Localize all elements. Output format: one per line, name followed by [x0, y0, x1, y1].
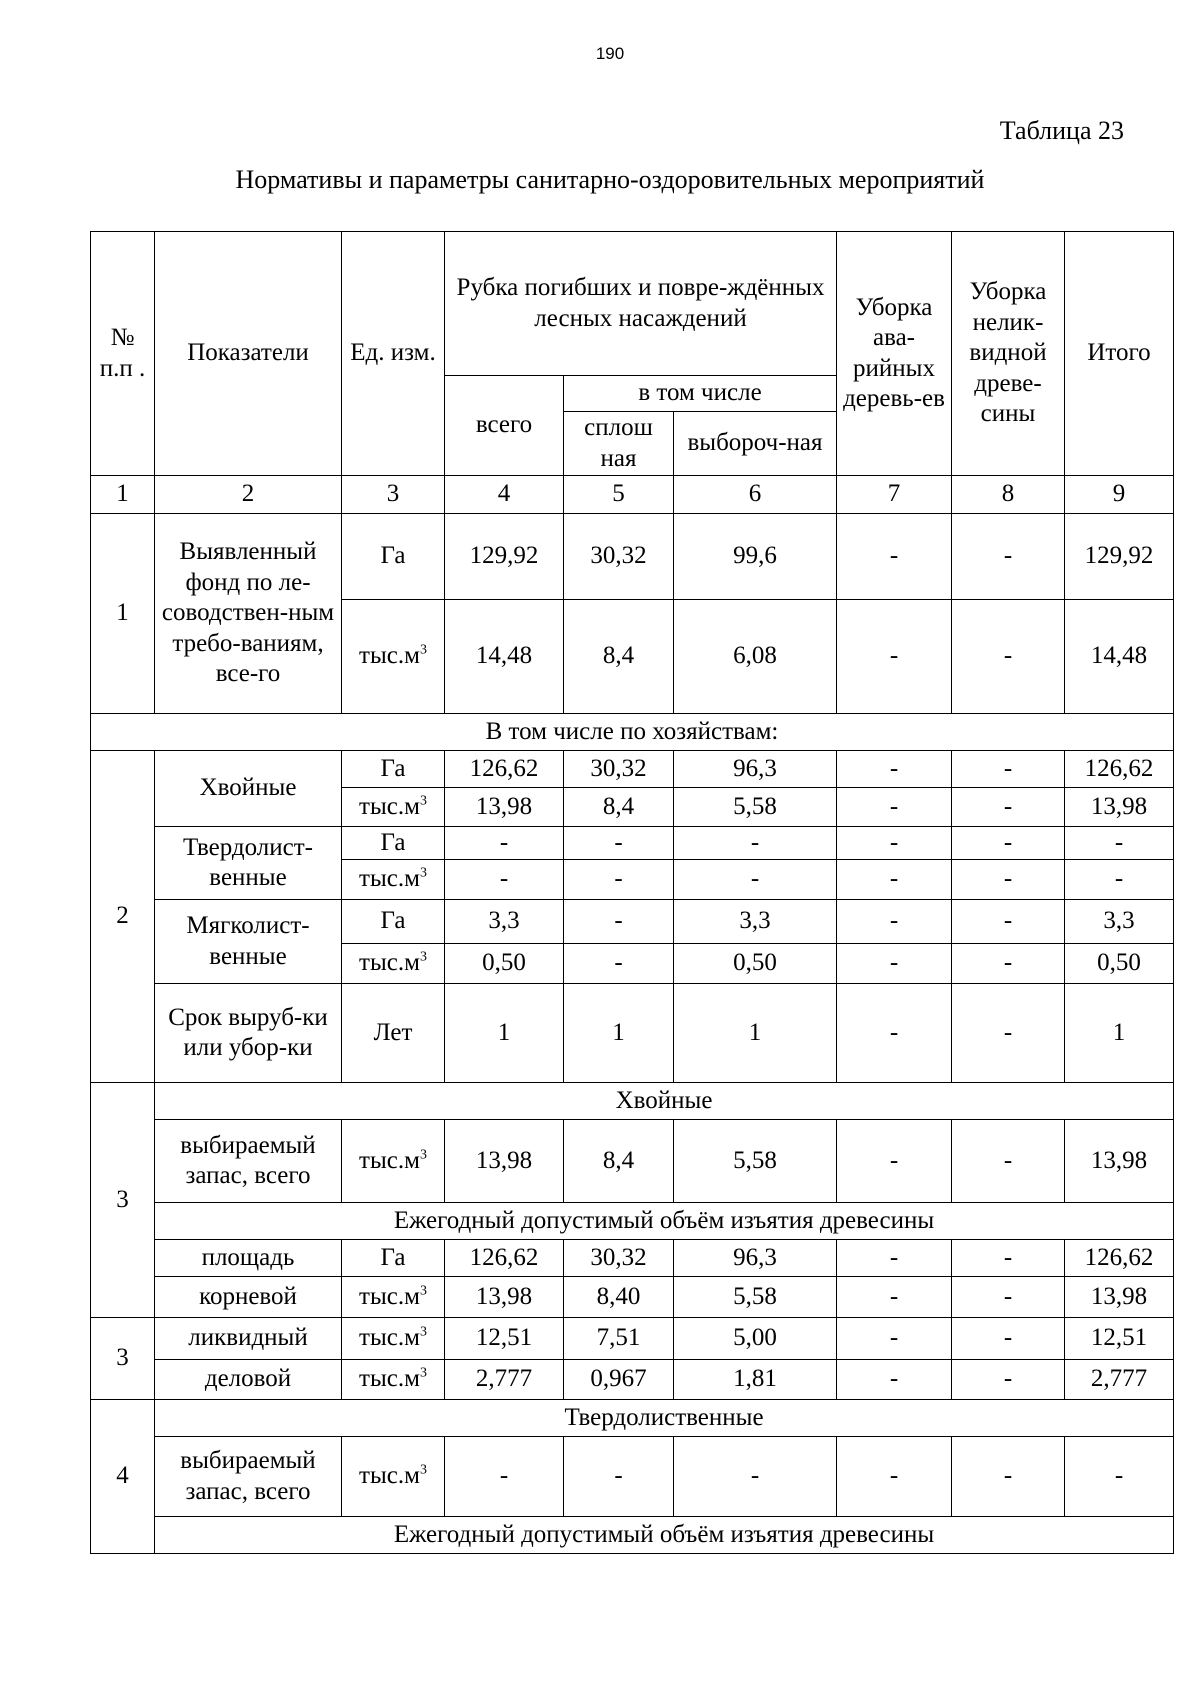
value-cell: - — [564, 860, 674, 900]
value-cell: - — [1065, 860, 1174, 900]
value-cell: 30,32 — [564, 514, 674, 600]
value-cell: - — [837, 827, 952, 860]
value-cell: - — [564, 900, 674, 944]
row-label: Хвойные — [155, 751, 342, 827]
col-number: 8 — [952, 476, 1065, 514]
value-cell: 5,00 — [674, 1318, 837, 1360]
value-cell: - — [952, 788, 1065, 827]
value-cell: 96,3 — [674, 1240, 837, 1277]
value-cell: - — [952, 1277, 1065, 1318]
value-cell: - — [564, 827, 674, 860]
col-number: 4 — [445, 476, 564, 514]
unit-cell: Га — [342, 751, 445, 788]
value-cell: - — [952, 1360, 1065, 1400]
value-cell: - — [837, 984, 952, 1083]
col-number: 7 — [837, 476, 952, 514]
section-row — [91, 714, 1174, 751]
table-row — [91, 1277, 1174, 1318]
value-cell: 14,48 — [1065, 600, 1174, 714]
unit-exponent: 3 — [419, 1462, 427, 1478]
header-indicators: Показатели — [155, 232, 342, 476]
value-cell: - — [952, 944, 1065, 984]
value-cell: - — [952, 1240, 1065, 1277]
value-cell: 12,51 — [1065, 1318, 1174, 1360]
table-row — [91, 984, 1174, 1083]
unit-exponent: 3 — [419, 1365, 427, 1381]
unit-exponent: 3 — [419, 793, 427, 809]
header-clear: сплош ная — [564, 412, 674, 476]
value-cell: - — [837, 944, 952, 984]
value-cell: 1 — [445, 984, 564, 1083]
unit-exponent: 3 — [419, 1324, 427, 1340]
unit-text: тыс.м — [359, 1324, 420, 1352]
value-cell: - — [837, 860, 952, 900]
unit-cell — [342, 1437, 445, 1517]
value-cell: - — [952, 514, 1065, 600]
unit-cell: Га — [342, 900, 445, 944]
row-label: корневой — [155, 1277, 342, 1318]
value-cell: 8,4 — [564, 1120, 674, 1203]
row-number: 1 — [91, 514, 155, 714]
unit-exponent: 3 — [419, 1147, 427, 1163]
value-cell: - — [952, 900, 1065, 944]
page-number: 190 — [595, 44, 625, 63]
table-row — [91, 1120, 1174, 1203]
value-cell: 96,3 — [674, 751, 837, 788]
col-number: 9 — [1065, 476, 1174, 514]
value-cell: 0,50 — [445, 944, 564, 984]
value-cell: 30,32 — [564, 751, 674, 788]
value-cell: - — [1065, 827, 1174, 860]
value-cell: - — [952, 984, 1065, 1083]
header-emergency: Уборка ава-рийных деревь-ев — [837, 232, 952, 476]
row-label: ликвидный — [155, 1318, 342, 1360]
section-conifers: Хвойные — [155, 1083, 1174, 1120]
value-cell: - — [837, 788, 952, 827]
unit-cell: Га — [342, 827, 445, 860]
value-cell: - — [837, 1277, 952, 1318]
value-cell: 8,4 — [564, 788, 674, 827]
table-label: Таблица 23 — [999, 116, 1124, 145]
row-label: Твердолист-венные — [155, 827, 342, 900]
row-number: 3 — [91, 1318, 155, 1400]
value-cell: 99,6 — [674, 514, 837, 600]
value-cell: - — [952, 751, 1065, 788]
col-number: 2 — [155, 476, 342, 514]
header-row-1 — [91, 232, 1174, 376]
unit-text: тыс.м — [359, 642, 420, 670]
unit-cell — [342, 1120, 445, 1203]
header-num: № п.п . — [91, 232, 155, 476]
unit-cell — [342, 860, 445, 900]
unit-cell — [342, 1277, 445, 1318]
row-number: 3 — [91, 1083, 155, 1318]
value-cell: 5,58 — [674, 1120, 837, 1203]
value-cell: 3,3 — [445, 900, 564, 944]
value-cell: - — [445, 860, 564, 900]
col-number: 3 — [342, 476, 445, 514]
unit-text: тыс.м — [359, 949, 420, 977]
unit-text: тыс.м — [359, 865, 420, 893]
unit-cell — [342, 944, 445, 984]
row-label: Мягколист-венные — [155, 900, 342, 984]
value-cell: - — [837, 1360, 952, 1400]
col-number: 6 — [674, 476, 837, 514]
row-label: Выявленный фонд по ле-соводствен-ным требо-ваниям, все-го — [155, 514, 342, 714]
value-cell: 13,98 — [1065, 788, 1174, 827]
row-label: площадь — [155, 1240, 342, 1277]
value-cell: 2,777 — [445, 1360, 564, 1400]
table-row — [91, 827, 1174, 860]
value-cell: 1,81 — [674, 1360, 837, 1400]
unit-text: тыс.м — [359, 1282, 420, 1310]
section-row — [91, 1517, 1174, 1554]
value-cell: 126,62 — [1065, 751, 1174, 788]
unit-text: тыс.м — [359, 1365, 420, 1393]
unit-text: тыс.м — [359, 792, 420, 820]
value-cell: - — [952, 860, 1065, 900]
value-cell: 126,62 — [1065, 1240, 1174, 1277]
table-row — [91, 751, 1174, 788]
column-numbers-row — [91, 476, 1174, 514]
value-cell: - — [952, 1120, 1065, 1203]
value-cell: - — [564, 1437, 674, 1517]
value-cell: - — [674, 1437, 837, 1517]
table-row — [91, 514, 1174, 600]
table-title: Нормативы и параметры санитарно-оздоровительных мероприятий — [235, 165, 985, 194]
value-cell: - — [837, 1318, 952, 1360]
value-cell: 126,62 — [445, 751, 564, 788]
value-cell: 0,50 — [1065, 944, 1174, 984]
unit-cell — [342, 600, 445, 714]
row-number: 4 — [91, 1400, 155, 1554]
value-cell: 1 — [564, 984, 674, 1083]
value-cell: - — [952, 600, 1065, 714]
value-cell: 12,51 — [445, 1318, 564, 1360]
value-cell: - — [674, 827, 837, 860]
unit-exponent: 3 — [419, 642, 427, 658]
header-sum: Итого — [1065, 232, 1174, 476]
row-label: выбираемый запас, всего — [155, 1120, 342, 1203]
value-cell: 0,50 — [674, 944, 837, 984]
section-annual-hardwood: Ежегодный допустимый объём изъятия древесины — [155, 1517, 1174, 1554]
section-row — [91, 1400, 1174, 1437]
value-cell: - — [952, 1437, 1065, 1517]
section-annual: Ежегодный допустимый объём изъятия древесины — [155, 1203, 1174, 1240]
value-cell: - — [837, 514, 952, 600]
header-felling: Рубка погибших и повре-ждённых лесных насаждений — [445, 232, 837, 376]
value-cell: 13,98 — [445, 1277, 564, 1318]
value-cell: - — [837, 751, 952, 788]
value-cell: 126,62 — [445, 1240, 564, 1277]
value-cell: - — [1065, 1437, 1174, 1517]
value-cell: - — [952, 1318, 1065, 1360]
value-cell: 1 — [674, 984, 837, 1083]
value-cell: 14,48 — [445, 600, 564, 714]
value-cell: 7,51 — [564, 1318, 674, 1360]
value-cell: - — [445, 827, 564, 860]
value-cell: 8,40 — [564, 1277, 674, 1318]
value-cell: 2,777 — [1065, 1360, 1174, 1400]
value-cell: 1 — [1065, 984, 1174, 1083]
value-cell: - — [674, 860, 837, 900]
unit-text: тыс.м — [359, 1146, 420, 1174]
col-number: 1 — [91, 476, 155, 514]
unit-cell: Га — [342, 1240, 445, 1277]
value-cell: 13,98 — [1065, 1277, 1174, 1318]
row-label: Срок выруб-ки или убор-ки — [155, 984, 342, 1083]
row-label: деловой — [155, 1360, 342, 1400]
section-row — [91, 1203, 1174, 1240]
header-illiquid: Уборка нелик-видной древе-сины — [952, 232, 1065, 476]
value-cell: 5,58 — [674, 788, 837, 827]
value-cell: 3,3 — [674, 900, 837, 944]
value-cell: - — [564, 944, 674, 984]
value-cell: 129,92 — [445, 514, 564, 600]
table-row — [91, 1360, 1174, 1400]
unit-cell — [342, 788, 445, 827]
value-cell: - — [837, 1120, 952, 1203]
value-cell: 129,92 — [1065, 514, 1174, 600]
value-cell: 3,3 — [1065, 900, 1174, 944]
header-including: в том числе — [564, 376, 837, 412]
value-cell: - — [837, 1437, 952, 1517]
section-hardwood: Твердолиственные — [155, 1400, 1174, 1437]
unit-cell: Лет — [342, 984, 445, 1083]
value-cell: - — [837, 900, 952, 944]
value-cell: - — [952, 827, 1065, 860]
header-unit: Ед. изм. — [342, 232, 445, 476]
unit-text: тыс.м — [359, 1462, 420, 1490]
value-cell: 13,98 — [1065, 1120, 1174, 1203]
unit-exponent: 3 — [419, 865, 427, 881]
unit-cell: Га — [342, 514, 445, 600]
header-total-all: всего — [445, 376, 564, 476]
table-row — [91, 900, 1174, 944]
col-number: 5 — [564, 476, 674, 514]
value-cell: 30,32 — [564, 1240, 674, 1277]
table-row — [91, 1437, 1174, 1517]
value-cell: 5,58 — [674, 1277, 837, 1318]
unit-cell — [342, 1318, 445, 1360]
unit-cell — [342, 1360, 445, 1400]
unit-exponent: 3 — [419, 949, 427, 965]
value-cell: 13,98 — [445, 788, 564, 827]
table-row — [91, 1240, 1174, 1277]
value-cell: 8,4 — [564, 600, 674, 714]
value-cell: - — [445, 1437, 564, 1517]
unit-exponent: 3 — [419, 1283, 427, 1299]
value-cell: - — [837, 600, 952, 714]
row-number: 2 — [91, 751, 155, 1083]
table-row — [91, 1318, 1174, 1360]
value-cell: 0,967 — [564, 1360, 674, 1400]
value-cell: 13,98 — [445, 1120, 564, 1203]
norms-table — [90, 231, 1174, 1554]
value-cell: - — [837, 1240, 952, 1277]
section-by-farms: В том числе по хозяйствам: — [91, 714, 1174, 751]
row-label: выбираемый запас, всего — [155, 1437, 342, 1517]
header-selective: выбороч-ная — [674, 412, 837, 476]
value-cell: 6,08 — [674, 600, 837, 714]
section-row — [91, 1083, 1174, 1120]
